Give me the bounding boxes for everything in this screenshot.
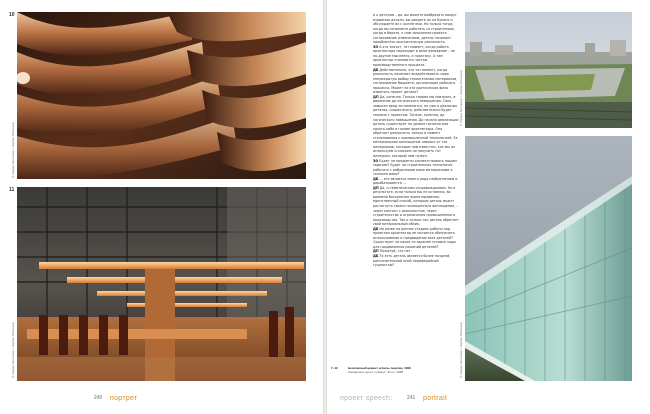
text-paragraph-3: ДП Да, конечно. Только сперва мы повлиять, в движение до логического завершения. Свое замысел вряд ли изменится, но уже в реальных деталях, скорее всего, действительно будет связано с проектом. Тонкое, конечно, до логического завершения. До начала реализации деталь существует на уровне понятия или какого-либо в голове архитектора. Она обретает реальность только в момент столкновения с промышленной технологией. Ее материальное воплощение зависит от тех материалов, которые нам известны, как мы их используем и сможем ли получить тот материал, который нам нужен. [373, 94, 459, 158]
section-title-left: портрет [110, 395, 138, 402]
text-paragraph-2: ДБ Действительно, это тот момент, когда реальность начинает воздействовать свою неприкрытую выбор строительных материалов, согласование бюджета, организация рабочего процесса. Может ли эта критическая фаза изменить проект детали? [373, 67, 458, 95]
caption-title: Безопасный цемент «Нола». Берлин, 1998 [348, 366, 411, 370]
text-paragraph-1: ЗО А это значит, тот момент, когда работа архитектора переходит в иное измерение – не по-другим мысленно, а практику. А там архитектор становится частью производственного процесса. [373, 44, 456, 68]
page-number-right: 241 [407, 395, 416, 401]
text-paragraph-8: ДП Пожалуй, что нет. [373, 249, 412, 254]
photo-glass-facade [465, 136, 632, 381]
photo-credit-right-top: © Ирина Мольнар / Ирина Мольнар [459, 70, 463, 126]
text-paragraph-0: и к деталям – до, вы можете вообразить вокруг взрывные детали, вы увидите их на бумаге и обсуждаете их с коллегами. Но только тогда, когда вы начинаете работать со строителями, когда в берете, к ним заложения проекта согласование изменениям, деталь начинает приобретать окончательную реальность. [373, 13, 457, 45]
text-paragraph-7: ДБ Но разве на ранних стадиях работы над проектом архитектор не пытается обозначить использования и предвидение всех деталей? Существует ли какое-то заранее готовые ходы для продвижения решений деталей? [373, 226, 456, 249]
photo-wooden-ceiling [17, 12, 306, 179]
figure-caption [331, 366, 424, 375]
figure-number-top: 10 [9, 12, 15, 18]
text-paragraph-4: ЗО Будет ли предметы соответствовать нашим задачам? Будет ли строительная технология работать с выбранными вами материалами и технологиями? [373, 158, 457, 177]
caption-text: Конференц-центр и кампус. Фото: 1998 [348, 370, 403, 375]
text-paragraph-6: ДП Да, и тематическим сопровождением. Но в результате, если только мы не остаемся, во времени бесконечно проектирования, единственный способ, которым деталь может достигнуть своего полноценного воплощения, – через контакт с реальностью, через строительство и ограничения промышленного производства. Так и только так деталь обретает свой материальный облик. [373, 185, 459, 227]
caption-number: 7–12 [331, 366, 338, 370]
running-head: проект speech: [340, 395, 393, 402]
text-paragraph-5: ДБ ... его является своего рода изобретением и дорабатывается ... [373, 176, 458, 186]
glass-facade-image [465, 136, 632, 381]
text-paragraph-9: ДБ То есть деталь является более поздней, дополнительной иной периферийной сущностью? [373, 253, 451, 268]
section-title-right: portrait [423, 395, 448, 402]
figure-number-bottom: 11 [9, 187, 15, 193]
photo-aerial-roof [465, 12, 632, 128]
interview-text-column [373, 13, 459, 268]
right-page [327, 0, 650, 414]
photo-credit-right-bottom: © Ирина Мольнар / Ирина Мольнар [459, 322, 463, 378]
photo-credit-top: © Ирина Мольнар / Ирина Мольнар [11, 122, 15, 178]
photo-credit-bottom: © Ирина Мольнар / Ирина Мольнар [11, 322, 15, 378]
wooden-ceiling-image [17, 12, 306, 179]
left-page [0, 0, 323, 414]
page-number-left: 240 [94, 395, 103, 401]
photo-interior-table [17, 187, 306, 381]
aerial-roof-image [465, 12, 632, 128]
interior-table-image [17, 187, 306, 381]
